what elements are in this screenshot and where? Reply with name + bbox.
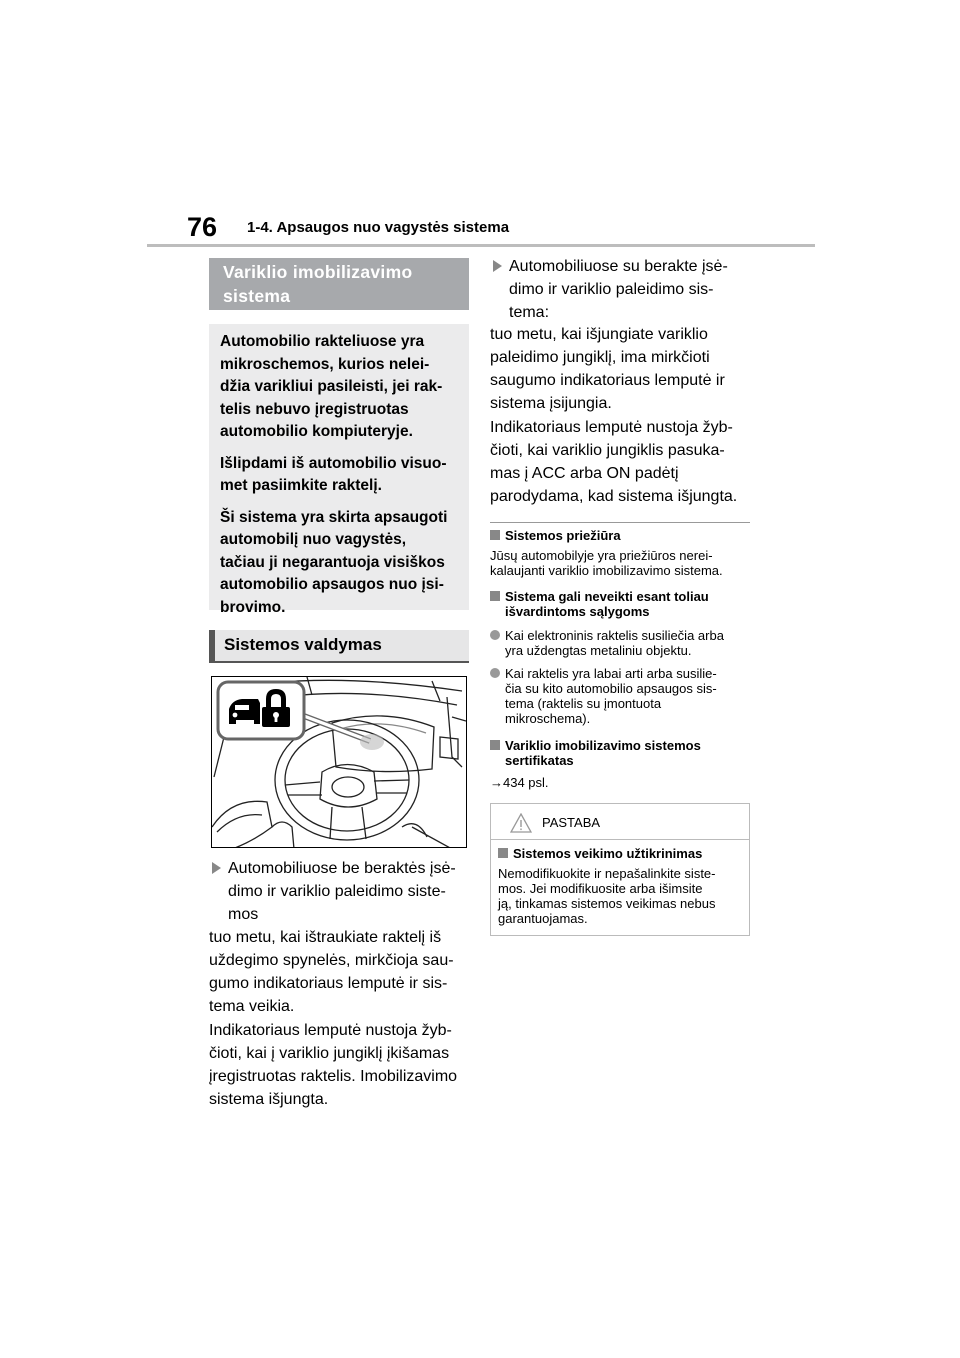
notice-box: [490, 803, 750, 936]
heading-conditions: Sistema gali neveikti esant toliau išvardintoms sąlygoms: [490, 589, 752, 619]
paragraph-1: tuo metu, kai ištraukiate raktelį iš uždegimo spynelės, mirkčioja sau- gumo indikatoriaus lemputė ir sis- tema veikia.: [209, 929, 454, 1015]
header-rule: [147, 244, 815, 247]
paragraph-3: tuo metu, kai išjungiate variklio paleidimo jungiklį, ima mirkčioti saugumo indikatoriaus lemputė ir sistema įsijungia.: [490, 326, 725, 412]
info-paragraph-3: Ši sistema yra skirta apsaugoti automobilį nuo vagystės, tačiau ji negarantuoja visiškos automobilio apsaugos nuo įsi- brovimo.: [220, 508, 448, 616]
notice-header: [491, 804, 749, 840]
heading-maintenance: Sistemos priežiūra: [490, 528, 752, 543]
square-bullet-icon: [490, 740, 500, 750]
notice-title: PASTABA: [542, 815, 601, 830]
notice-text: Nemodifikuokite ir nepašalinkite siste- mos. Jei modifikuosite arba išimsite ją, tinkamas sistemos veikimas nebus garantuojamas.: [498, 866, 716, 926]
section-title-immobilizer: Variklio imobilizavimo sistema: [209, 258, 469, 310]
square-bullet-icon: [498, 848, 508, 858]
dot-bullet-icon: [490, 668, 500, 678]
steering-wheel-illustration: [212, 677, 467, 848]
heading-certification: Variklio imobilizavimo sistemos sertifikatas: [490, 738, 752, 768]
notice-heading: Sistemos veikimo užtikrinimas: [498, 846, 748, 861]
bullet-without-smart-key: Automobiliuose be beraktės įsė- dimo ir variklio paleidimo siste- mos: [209, 857, 469, 926]
section-rule: [209, 661, 469, 663]
triangle-bullet-icon: [212, 862, 221, 874]
condition-item-1: Kai elektroninis raktelis susiliečia arba yra uždengtas metaliniu objektu.: [490, 628, 752, 658]
page-number: 76: [187, 212, 218, 242]
dashboard-illustration: [211, 676, 467, 848]
notes-divider: [490, 522, 750, 523]
condition-item-2: Kai raktelis yra labai arti arba susilie- čia su kito automobilio apsaugos sis- tema (raktelis su įmontuota mikroschema).: [490, 666, 752, 726]
paragraph-4: Indikatoriaus lemputė nustoja žyb- čioti, kai variklio jungiklis pasuka- mas į ACC arba ON padėtį parodydama, kad sistema išjungta.: [490, 419, 738, 505]
square-bullet-icon: [490, 530, 500, 540]
section-title-operation: Sistemos valdymas: [209, 630, 469, 661]
chapter-title: 1-4. Apsaugos nuo vagystės sistema: [247, 219, 510, 236]
paragraph-2: Indikatoriaus lemputė nustoja žyb- čioti, kai į variklio jungiklį įkišamas įregistruotas raktelis. Imobilizavimo sistema išjungta.: [209, 1022, 458, 1108]
warning-icon: [510, 813, 532, 833]
dot-bullet-icon: [490, 630, 500, 640]
bullet-with-smart-key: Automobiliuose su berakte įsė- dimo ir variklio paleidimo sis- tema:: [490, 255, 752, 324]
info-paragraph-1: Automobilio rakteliuose yra mikroschemos, kurios nelei- džia varikliui pasileisti, jei rak- telis nebuvo įregistruotas automobilio kompiuteryje.: [220, 333, 443, 440]
info-paragraph-2: Išlipdami iš automobilio visuo- met pasiimkite raktelį.: [220, 454, 447, 494]
square-bullet-icon: [490, 591, 500, 601]
page-reference: →434 psl.: [490, 775, 549, 790]
text-maintenance: Jūsų automobilyje yra priežiūros nerei- kalaujanti variklio imobilizavimo sistema.: [490, 548, 723, 578]
info-box: [209, 324, 469, 616]
triangle-bullet-icon: [493, 260, 502, 272]
